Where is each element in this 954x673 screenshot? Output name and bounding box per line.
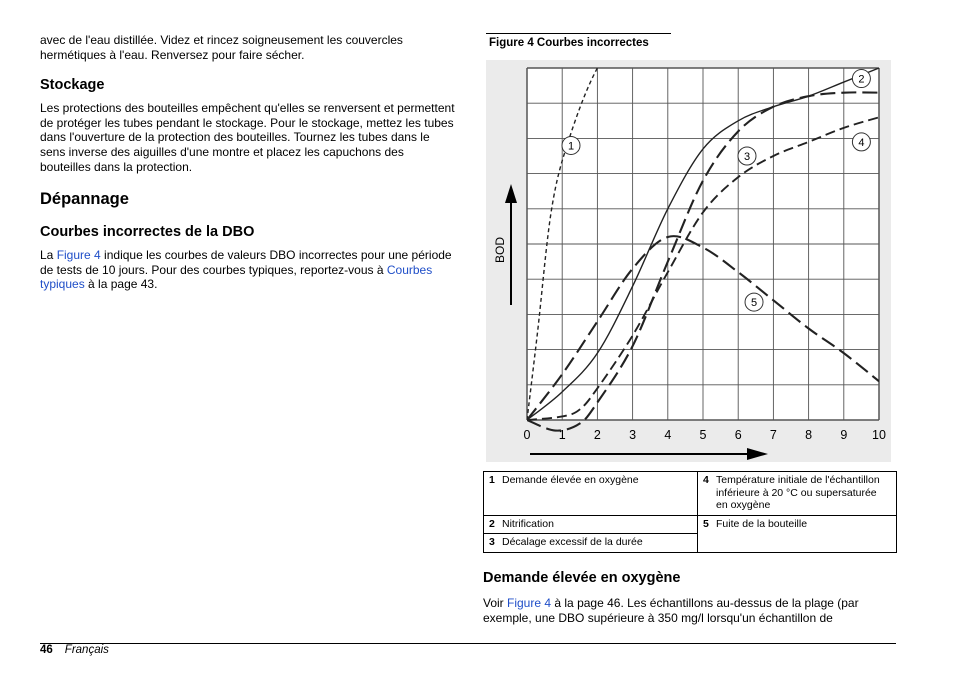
figure-4-link[interactable]: Figure 4 [56, 248, 101, 263]
x-tick-label: 1 [558, 428, 566, 442]
legend-number: 5 [698, 515, 712, 552]
footer-language: Français [64, 644, 109, 656]
legend-row [484, 472, 897, 516]
oxygen-demand-heading: Demande élevée en oxygène [483, 570, 681, 586]
para-mid: indique les courbes de valeurs DBO incorrectes pour une période de tests de 10 jours. Pour des courbes typiques, reportez-vous à [40, 248, 452, 277]
curve-marker-label: 4 [858, 136, 865, 149]
legend-text: Nitrification [497, 515, 698, 534]
legend-row [484, 515, 897, 534]
legend-text: Température initiale de l'échantillon inférieure à 20 °C ou supersaturée en oxygène [711, 472, 897, 516]
x-tick-label: 2 [593, 428, 601, 442]
x-tick-label: 3 [629, 428, 637, 442]
oxygen-prefix: Voir [483, 596, 508, 610]
x-tick-label: 9 [840, 428, 848, 442]
legend-number: 3 [484, 534, 498, 553]
x-tick-label: 5 [699, 428, 707, 442]
x-tick-label: 6 [734, 428, 742, 442]
oxygen-demand-paragraph [483, 596, 898, 625]
bad-curves-paragraph [40, 248, 458, 292]
bod-curves-chart [486, 60, 891, 462]
figure-top-rule [486, 33, 671, 34]
legend-text: Demande élevée en oxygène [497, 472, 698, 516]
curve-marker-label: 3 [743, 151, 751, 163]
left-column [40, 33, 460, 292]
legend-number: 1 [484, 472, 498, 516]
legend-number: 2 [484, 515, 498, 534]
x-tick-label: 7 [769, 428, 777, 442]
x-tick-label: 10 [872, 428, 886, 442]
x-tick-label: 4 [664, 428, 672, 442]
para-prefix: La [40, 248, 57, 263]
typical-curves-link[interactable]: Courbes typiques [40, 262, 433, 292]
legend-number: 4 [698, 472, 712, 516]
x-tick-label: 0 [523, 428, 531, 442]
oxygen-text: à la page 46. Les échantillons au-dessus de la plage (par exemple, une DBO supérieure à 350 mg/l lorsqu'un échantillon de [483, 596, 859, 625]
intro-paragraph: avec de l'eau distillée. Videz et rincez soigneusement les couvercles hermétiques à l'eau. Renversez pour faire sécher. [40, 33, 403, 62]
curve-marker-label: 2 [858, 73, 865, 86]
page-number: 46 [40, 644, 53, 656]
storage-heading: Stockage [40, 77, 105, 94]
legend-text: Fuite de la bouteille [711, 515, 897, 552]
curve-marker-label: 5 [750, 297, 758, 310]
figure-caption: Figure 4 Courbes incorrectes [489, 37, 649, 49]
legend-table [483, 471, 897, 553]
curve-marker-label: 1 [567, 140, 575, 153]
x-tick-label: 8 [805, 428, 813, 442]
footer-rule [40, 643, 896, 644]
page-footer [40, 644, 109, 656]
legend-text: Décalage excessif de la durée [497, 534, 698, 553]
oxygen-figure-4-link[interactable]: Figure 4 [507, 596, 552, 610]
bad-curves-heading: Courbes incorrectes de la DBO [40, 224, 255, 241]
para-suffix: à la page 43. [84, 277, 158, 292]
oxygen-demand-section [483, 570, 903, 625]
y-axis-label: BOD [493, 236, 507, 264]
troubleshooting-heading: Dépannage [40, 190, 129, 209]
storage-paragraph: Les protections des bouteilles empêchent qu'elles se renversent et permettent de protéger les tubes pendant le stockage. Pour le stockage, mettez les tubes dans l'ouverture de la protection des bouteilles. Tournez les tubes dans le sens inverse des aiguilles d'une montre et placez les capuchons des bouteilles dans la protection. [40, 101, 455, 174]
